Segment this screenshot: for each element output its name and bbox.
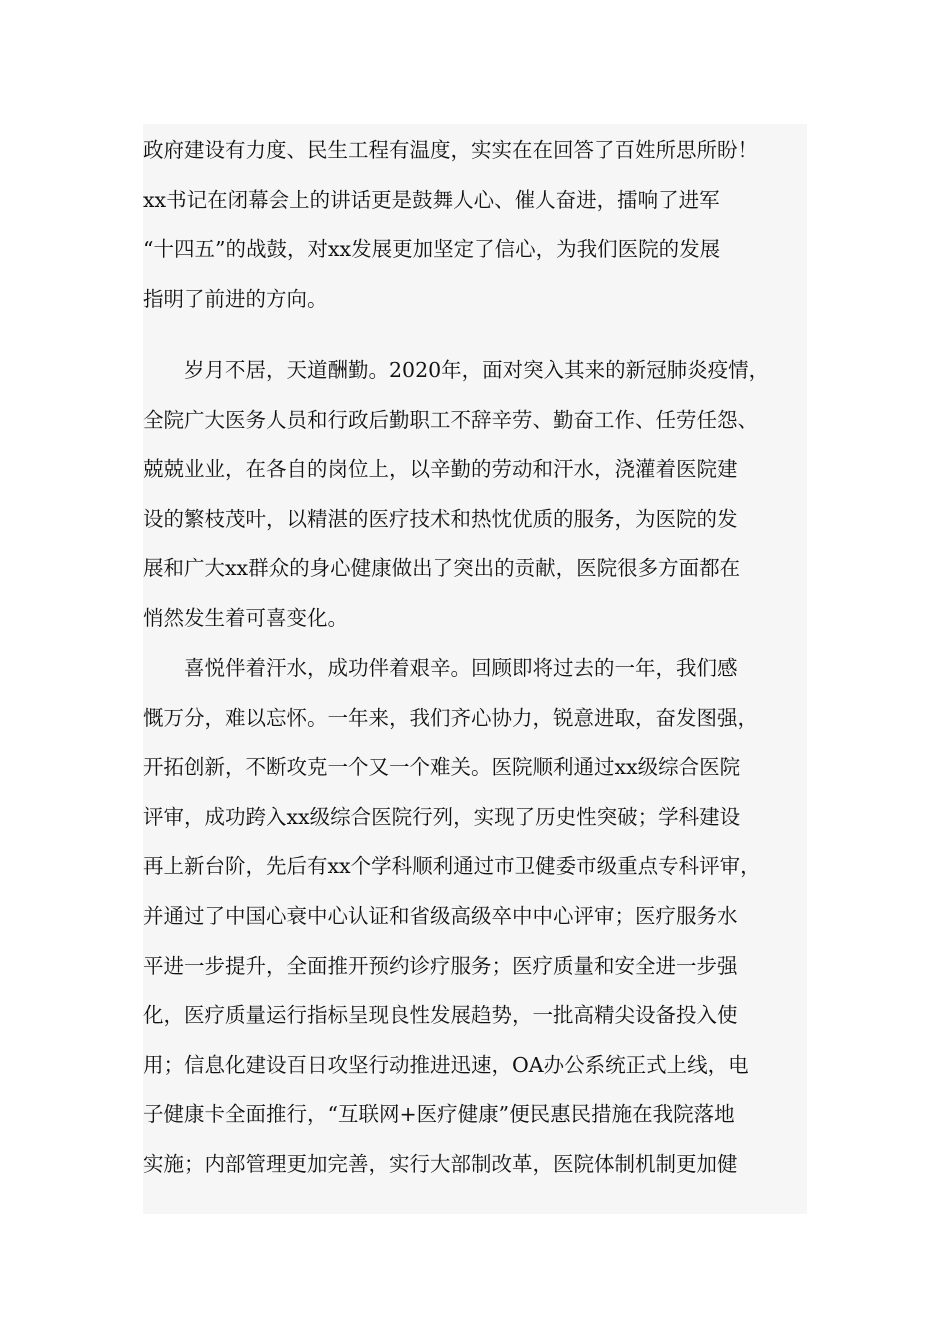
paragraph-line: 岁月不居，天道酬勤。2020年，面对突入其来的新冠肺炎疫情，	[143, 358, 770, 382]
paragraph-line: “十四五”的战鼓，对xx发展更加坚定了信心，为我们医院的发展	[143, 237, 721, 262]
paragraph-line: 喜悦伴着汗水，成功伴着艰辛。回顾即将过去的一年，我们感	[143, 656, 738, 680]
paragraph-line: 再上新台阶，先后有xx个学科顺利通过市卫健委市级重点专科评审，	[143, 854, 761, 879]
paragraph-line: 化，医疗质量运行指标呈现良性发展趋势，一批高精尖设备投入使	[143, 1003, 738, 1028]
paragraph-line: 平进一步提升，全面推开预约诊疗服务；医疗质量和安全进一步强	[143, 953, 738, 978]
paragraph-line: 开拓创新，不断攻克一个又一个难关。医院顺利通过xx级综合医院	[143, 755, 741, 780]
paragraph-2	[143, 346, 833, 644]
paragraph-line: 用；信息化建设百日攻坚行动推进迅速，OA办公系统正式上线，电	[143, 1052, 749, 1077]
paragraph-line: 政府建设有力度、民生工程有温度，实实在在回答了百姓所思所盼！	[143, 138, 758, 162]
paragraph-1	[143, 126, 833, 324]
paragraph-line: 慨万分，难以忘怀。一年来，我们齐心协力，锐意进取，奋发图强，	[143, 705, 758, 730]
paragraph-line: 设的繁枝茂叶，以精湛的医疗技术和热忱优质的服务，为医院的发	[143, 506, 738, 531]
paragraph-line: 悄然发生着可喜变化。	[143, 605, 348, 630]
paragraph-line: 子健康卡全面推行，“互联网+医疗健康”便民惠民措施在我院落地	[143, 1102, 735, 1127]
paragraph-line: 展和广大xx群众的身心健康做出了突出的贡献，医院很多方面都在	[143, 556, 741, 581]
paragraph-line: 实施；内部管理更加完善，实行大部制改革，医院体制机制更加健	[143, 1151, 738, 1176]
paragraph-line: 全院广大医务人员和行政后勤职工不辞辛劳、勤奋工作、任劳任怨、	[143, 407, 758, 432]
paragraph-line: 指明了前进的方向。	[143, 286, 328, 311]
paragraph-line: 并通过了中国心衰中心认证和省级高级卒中中心评审；医疗服务水	[143, 903, 738, 928]
paragraph-line: 评审，成功跨入xx级综合医院行列，实现了历史性突破；学科建设	[143, 804, 741, 829]
paragraph-line: xx书记在闭幕会上的讲话更是鼓舞人心、催人奋进，擂响了进军	[143, 187, 720, 212]
paragraph-3	[143, 644, 833, 1190]
paragraph-line: 兢兢业业，在各自的岗位上，以辛勤的劳动和汗水，浇灌着医院建	[143, 457, 738, 482]
